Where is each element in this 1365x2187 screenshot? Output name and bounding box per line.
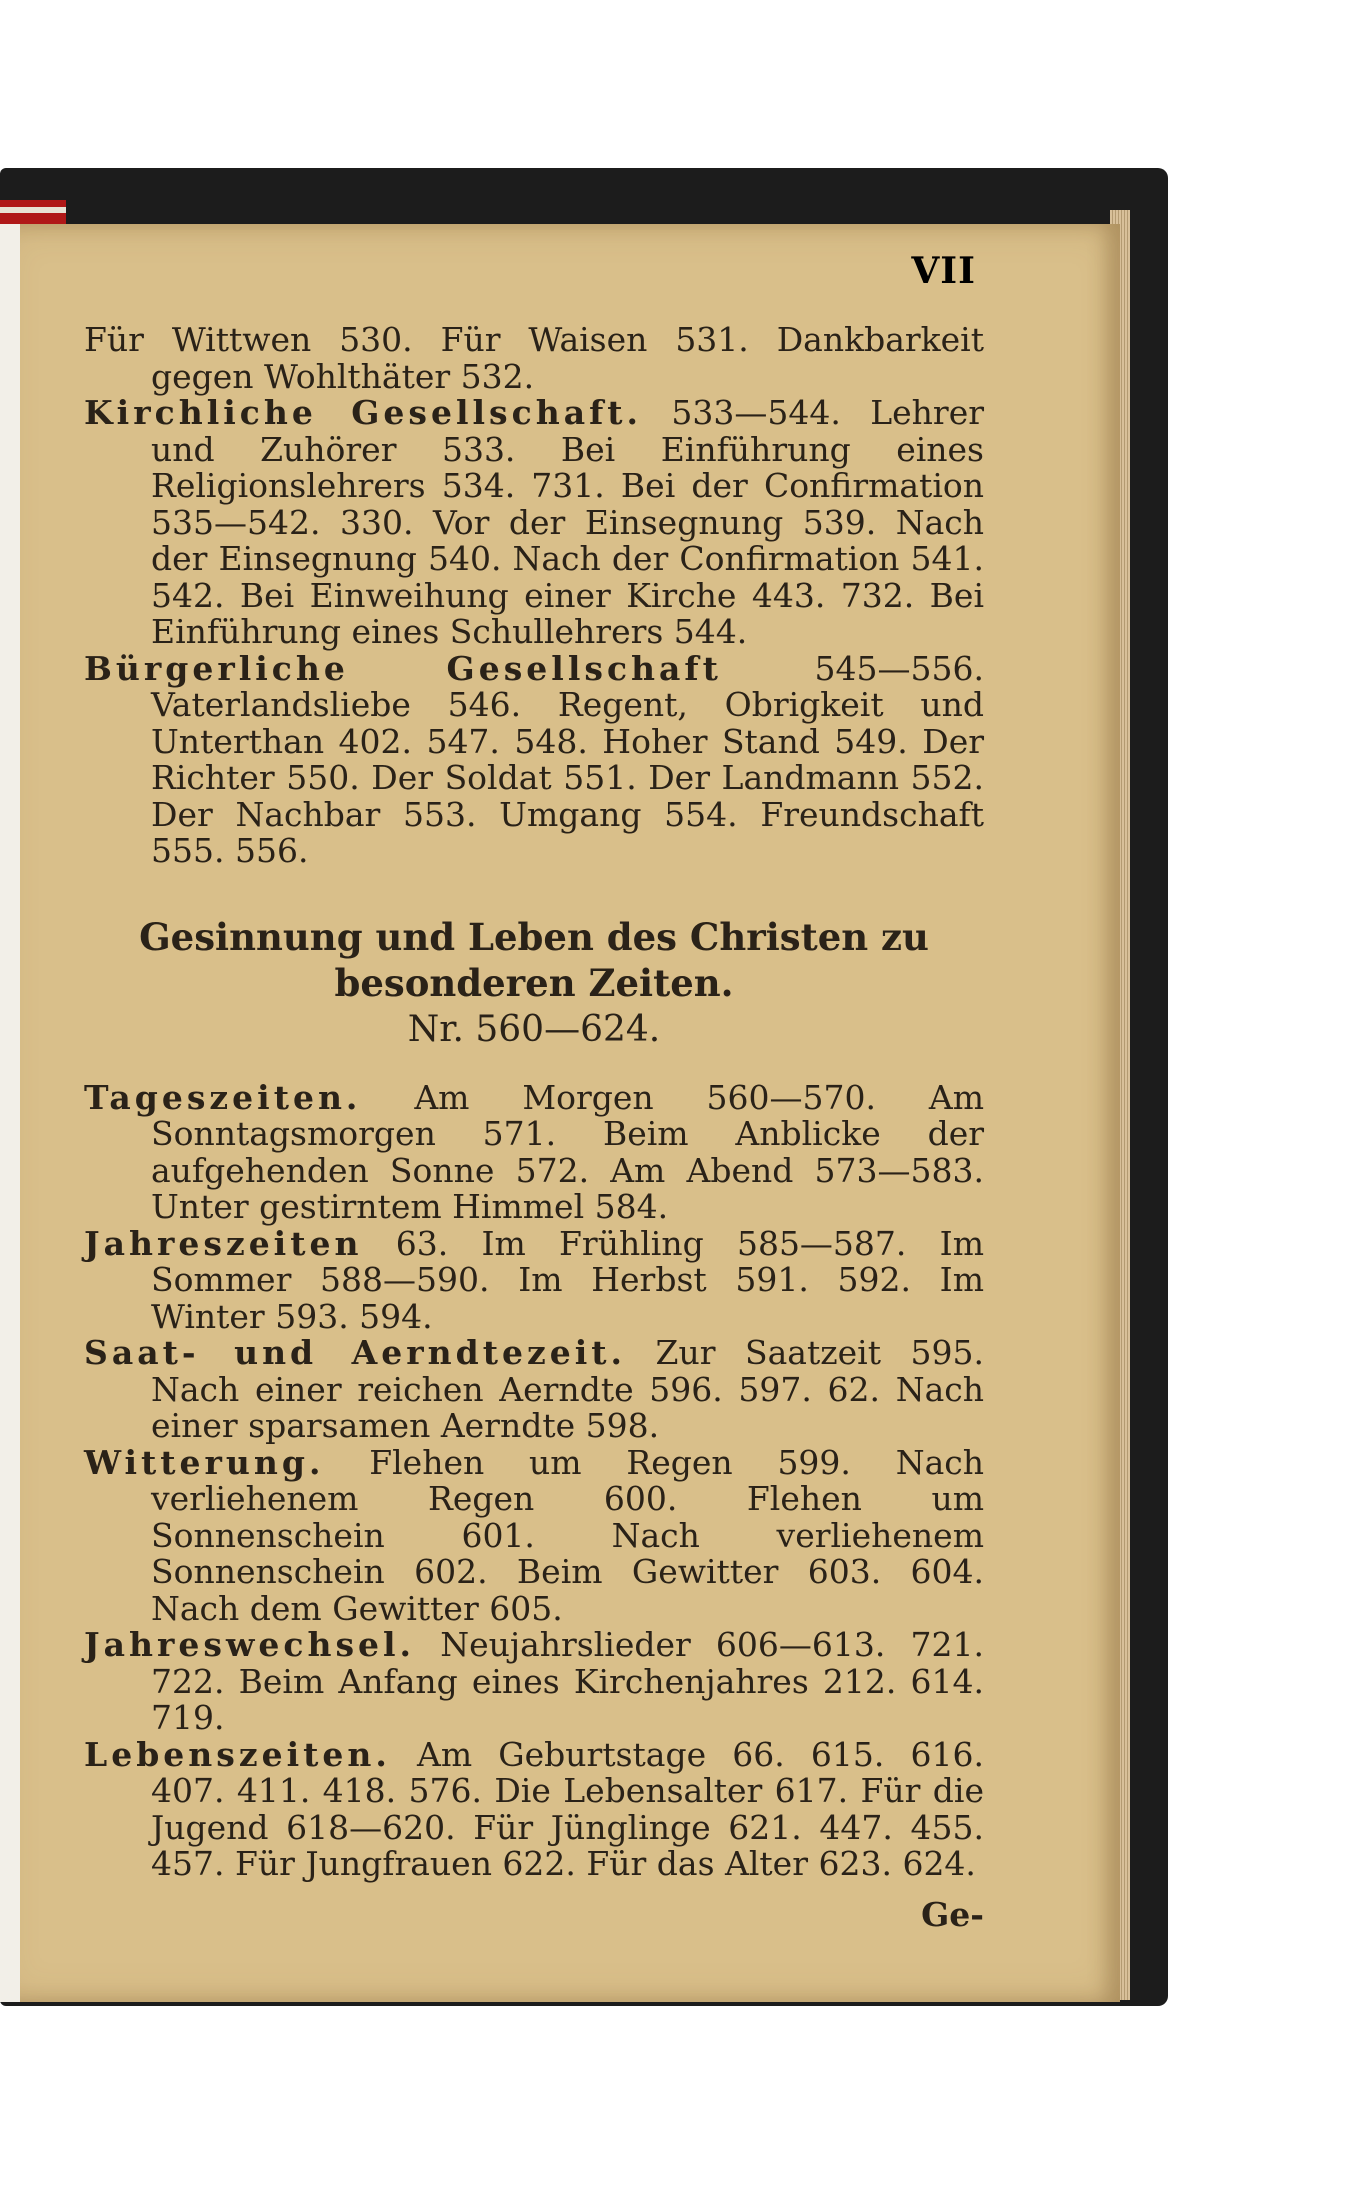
entry-text: 545—556. Vaterlandsliebe 546. Regent, Obrigkeit und Unterthan 402. 547. 548. Hoher Stand 549. Der Richter 550. Der Soldat 551. Der Landmann 552. Der Nachbar 553. Umgang 554. Freundschaft 555. 556. — [151, 648, 984, 870]
index-section-a — [84, 322, 984, 870]
entry-text: 63. Im Frühling 585—587. Im Sommer 588—590. Im Herbst 591. 592. Im Winter 593. 594. — [151, 1223, 984, 1336]
index-entry — [84, 395, 984, 651]
entry-keyword: Lebenszeiten. — [84, 1734, 391, 1774]
index-entry — [84, 1077, 984, 1226]
entry-text: 533—544. Lehrer und Zuhörer 533. Bei Einführung eines Religionslehrers 534. 731. Bei der Confirmation 535—542. 330. Vor der Einsegnung 539. Nach der Einsegnung 540. Nach der Confirmation 541. 542. Bei Einweihung einer Kirche 443. 732. Bei Einführung eines Schullehrers 544. — [151, 393, 984, 651]
entry-keyword: Jahreswechsel. — [84, 1625, 416, 1664]
entry-keyword: Jahreszeiten — [84, 1223, 363, 1263]
index-entry — [84, 1442, 984, 1628]
entry-keyword: Tageszeiten. — [84, 1077, 362, 1117]
entry-text: Flehen um Regen 599. Nach verliehenem Regen 600. Flehen um Sonnenschein 601. Nach verliehenem Sonnenschein 602. Beim Gewitter 603. 604. Nach dem Gewitter 605. — [151, 1442, 984, 1628]
index-section-b — [84, 1077, 984, 1883]
section-heading — [84, 914, 984, 1054]
index-entry — [84, 1627, 984, 1737]
entry-text: Am Geburtstage 66. 615. 616. 407. 411. 418. 576. Die Lebensalter 617. Für die Jugend 618—620. Für Jünglinge 621. 447. 455. 457. Für Jungfrauen 622. Für das Alter 623. 624. — [151, 1734, 984, 1883]
entry-keyword: Saat- und Aerndtezeit. — [84, 1333, 626, 1372]
entry-keyword: Witterung. — [84, 1442, 325, 1482]
index-entry — [84, 1335, 984, 1445]
entry-keyword: Kirchliche Gesellschaft. — [84, 393, 643, 432]
index-entry — [84, 1223, 984, 1336]
entry-text: Am Morgen 560—570. Am Sonntagsmorgen 571. Beim Anblicke der aufgehenden Sonne 572. Am Abend 573—583. Unter gestirntem Himmel 584. — [151, 1077, 984, 1226]
heading-title: Gesinnung und Leben des Christen zu besonderen Zeiten. — [139, 914, 929, 1005]
index-entry — [84, 322, 984, 395]
index-entry — [84, 648, 984, 870]
entry-text: Zur Saatzeit 595. Nach einer reichen Aerndte 596. 597. 62. Nach einer sparsamen Aerndte 598. — [151, 1333, 984, 1445]
page-number: VII — [911, 250, 976, 292]
ribbon-stripe — [0, 207, 66, 213]
entry-text: Neujahrslieder 606—613. 721. 722. Beim Anfang eines Kirchenjahres 212. 614. 719. — [151, 1625, 984, 1737]
catchword: Ge- — [921, 1894, 984, 1934]
page-text — [84, 240, 984, 1933]
heading-range: Nr. 560—624. — [407, 1008, 661, 1050]
entry-keyword: Bürgerliche Gesellschaft — [84, 648, 722, 688]
entry-text: Für Wittwen 530. Für Waisen 531. Dankbarkeit gegen Wohlthäter 532. — [84, 320, 984, 396]
index-entry — [84, 1734, 984, 1883]
page-gutter — [0, 224, 20, 2002]
